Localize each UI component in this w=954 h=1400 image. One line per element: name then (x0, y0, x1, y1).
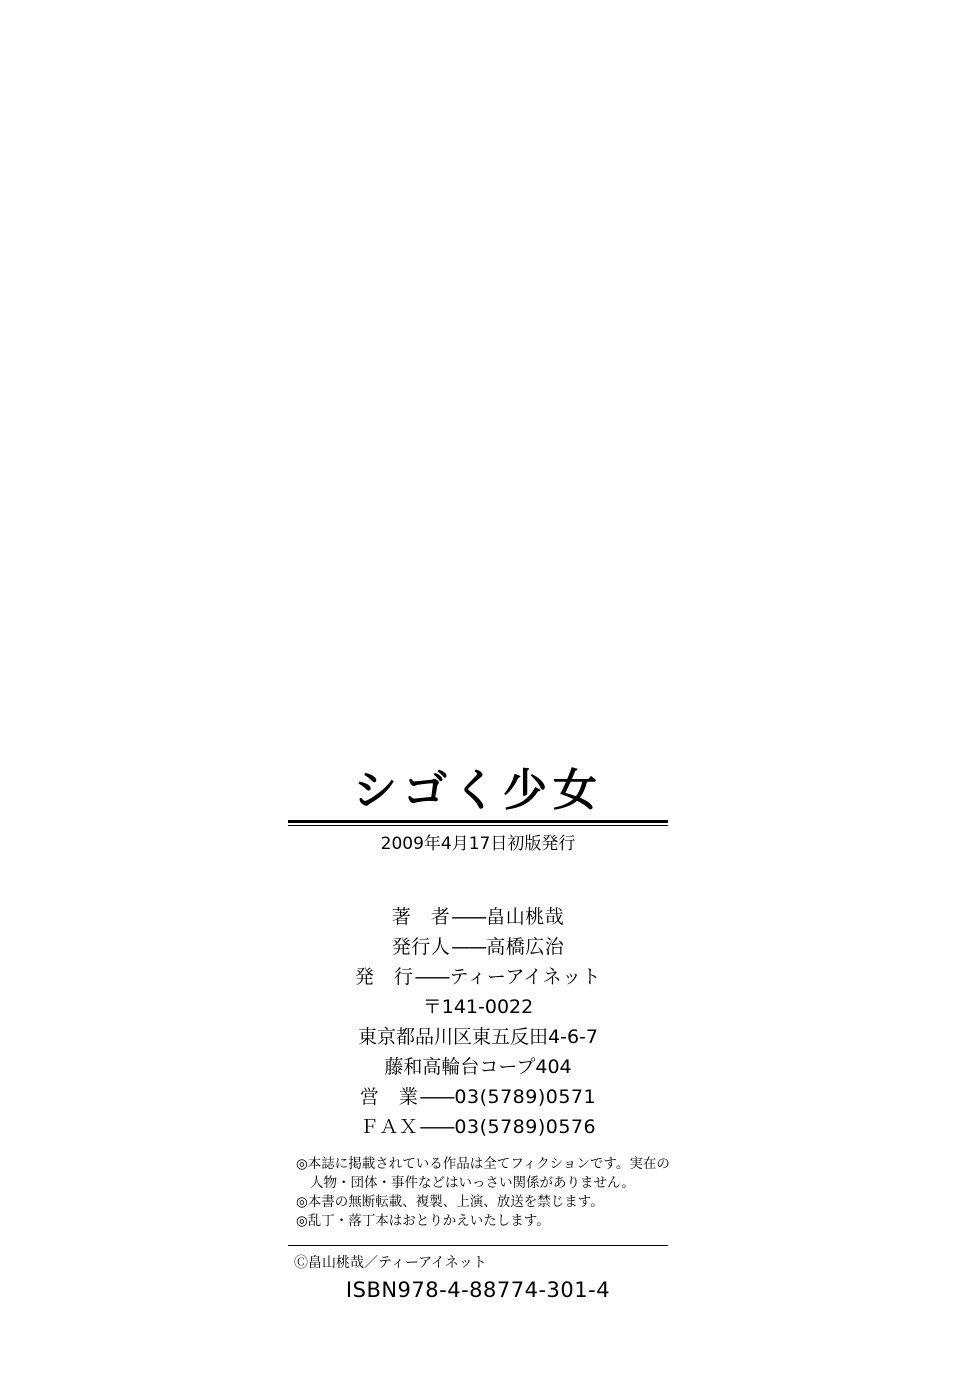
book-title: シゴく少女 (353, 765, 603, 816)
credit-label-fax: ＦＡＸ (359, 1116, 419, 1138)
title-rule-thick (288, 820, 668, 823)
note-text: 乱丁・落丁本はおとりかえいたします。 (307, 1213, 550, 1229)
note-text: 人物・団体・事件などはいっさい関係がありません。 (310, 1175, 635, 1191)
address-postal-code: 〒141-0022 (422, 996, 534, 1018)
note-marker: ◎ (296, 1156, 308, 1172)
credit-dash-fax: —— (419, 1116, 454, 1138)
credit-label-author: 著 者 (391, 906, 451, 928)
publication-date: 2009年4月17日初版発行 (380, 834, 576, 855)
note-line (296, 1155, 670, 1174)
address-line-2: 藤和高輪台コープ404 (384, 1056, 572, 1078)
address-line-1: 東京都品川区東五反田4-6-7 (358, 1026, 598, 1048)
title-block (288, 765, 668, 855)
credit-row-author (288, 902, 668, 932)
note-marker: ◎ (296, 1213, 308, 1229)
legal-notes (296, 1155, 670, 1231)
credit-dash-publisher: —— (414, 966, 449, 988)
credit-dash-author: —— (451, 906, 486, 928)
credit-label-publisher-person: 発行人 (391, 936, 451, 958)
credit-dash-sales-phone: —— (419, 1086, 454, 1108)
note-text: 本書の無断転載、複製、上演、放送を禁じます。 (307, 1194, 604, 1210)
isbn-line: ISBN978-4-88774-301-4 (345, 1278, 611, 1302)
credit-row-publisher-person (288, 932, 668, 962)
note-text: 本誌に掲載されている作品は全てフィクションです。実在の (307, 1156, 670, 1172)
credit-value-author: 畠山桃哉 (486, 906, 565, 928)
address-block (288, 992, 668, 1082)
credit-label-publisher: 発 行 (354, 966, 414, 988)
credits-block (288, 902, 668, 1142)
credit-row-fax (288, 1112, 668, 1142)
note-line (296, 1193, 666, 1212)
credit-dash-publisher-person: —— (451, 936, 486, 958)
note-line (296, 1212, 666, 1231)
credit-value-fax: 03(5789)0576 (454, 1116, 597, 1138)
note-line (296, 1174, 666, 1193)
credit-value-sales-phone: 03(5789)0571 (454, 1086, 597, 1108)
credit-value-publisher: ティーアイネット (449, 966, 602, 988)
credit-label-sales-phone: 営 業 (359, 1086, 419, 1108)
credit-value-publisher-person: 高橋広治 (486, 936, 565, 958)
credit-row-sales-phone (288, 1082, 668, 1112)
copyright-line: Ⓒ畠山桃哉／ティーアイネット (294, 1255, 487, 1271)
footer-divider (288, 1245, 668, 1246)
credit-row-publisher (288, 962, 668, 992)
note-marker: ◎ (296, 1194, 308, 1210)
